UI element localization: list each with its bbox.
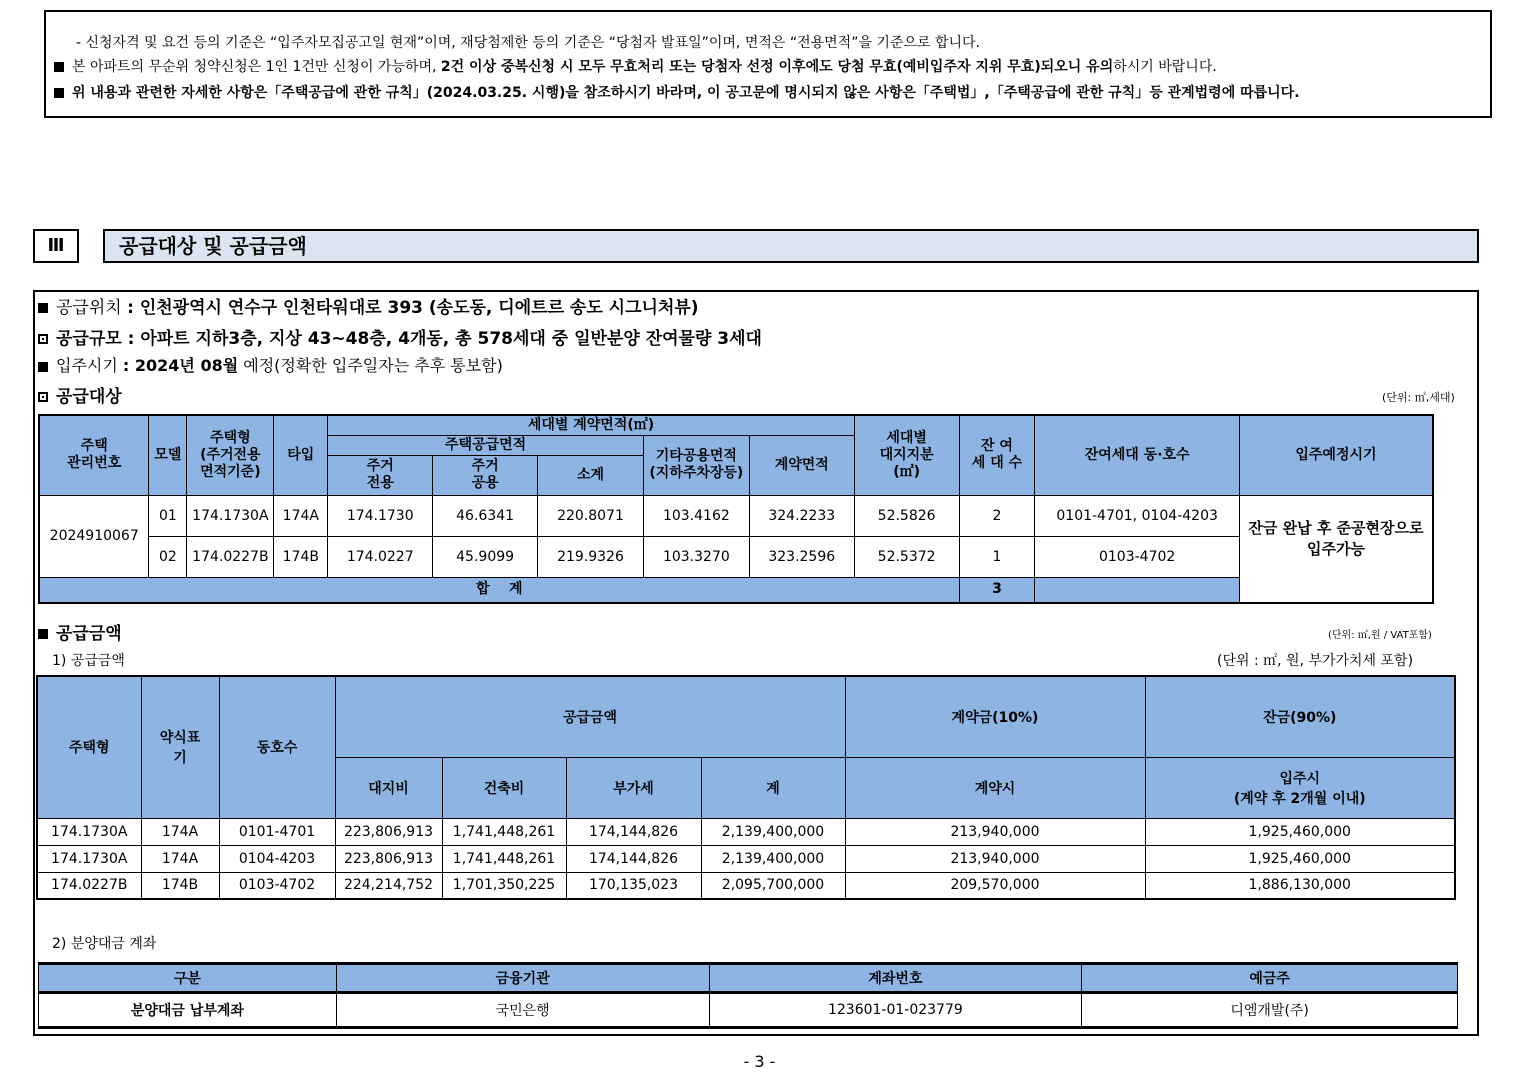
common-cell: 45.9099: [433, 536, 538, 577]
scale-label: 공급규모: [56, 329, 122, 349]
supply-scale: [38, 324, 762, 349]
scale-value: : 아파트 지하3층, 지상 43~48층, 4개동, 총 578세대 중 일반분양 잔여물량 3세대: [127, 329, 762, 349]
other-common-cell: 103.3270: [643, 536, 749, 577]
notice-line-3-text: 위 내용과 관련한 자세한 사항은「주택공급에 관한 규칙」(2024.03.25. 시행)을 참조하시기 바라며, 이 공고문에 명시되지 않은 사항은「주택법」,「주택공급에 관한 규칙」등 관계법령에 따릅니다.: [72, 85, 1300, 101]
land-cell: 223,806,913: [335, 845, 442, 872]
supply-price-unit: (단위: ㎡,원 / VAT포함): [1328, 630, 1432, 641]
page-number: - 3 -: [743, 1052, 776, 1071]
supply-target-heading: [38, 382, 122, 407]
header-mgmt-no: 주택 관리번호: [39, 415, 149, 495]
supply-price-table: [36, 675, 1456, 900]
square-bullet-icon: [38, 629, 48, 639]
notice-line-2: [54, 56, 1217, 76]
units-cell: 0101-4701, 0104-4203: [1035, 495, 1240, 536]
remaining-cell: 1: [959, 536, 1035, 577]
total-value: 3: [959, 577, 1035, 603]
header-house-type: 주택형 (주거전용 면적기준): [187, 415, 274, 495]
header-movein: 입주예정시기: [1239, 415, 1433, 495]
header-land-share: 세대별 대지지분 (㎡): [854, 415, 959, 495]
square-bullet-icon: [38, 303, 48, 313]
total-cell: 2,095,700,000: [701, 872, 845, 899]
remaining-cell: 2: [959, 495, 1035, 536]
deposit-cell: 213,940,000: [845, 845, 1145, 872]
header-price-group: 공급금액: [335, 676, 845, 757]
contract-area-cell: 324.2233: [749, 495, 854, 536]
table-row: [37, 872, 1455, 899]
header-holder: 예금주: [1082, 964, 1458, 993]
header-deposit-group: 계약금(10%): [845, 676, 1145, 757]
header-category: 구분: [39, 964, 337, 993]
header-total: 계: [701, 757, 845, 818]
supply-target-unit: (단위: ㎡,세대): [1382, 391, 1455, 404]
unit-cell: 0103-4702: [219, 872, 335, 899]
vat-cell: 174,144,826: [566, 845, 701, 872]
section-title: 공급대상 및 공급금액: [103, 229, 1479, 263]
total-label: 합 계: [39, 577, 959, 603]
building-cell: 1,701,350,225: [442, 872, 566, 899]
supply-price-sublabel: 1) 공급금액: [52, 653, 125, 669]
header-deposit-when: 계약시: [845, 757, 1145, 818]
header-bank: 금융기관: [336, 964, 709, 993]
unit-cell: 0101-4701: [219, 818, 335, 845]
square-bullet-icon: [54, 62, 64, 72]
square-bullet-icon: [38, 392, 48, 402]
exclusive-cell: 174.1730: [328, 495, 433, 536]
location-label: 공급위치: [56, 298, 122, 318]
vat-cell: 170,135,023: [566, 872, 701, 899]
table-row: [39, 536, 1433, 577]
land-cell: 223,806,913: [335, 818, 442, 845]
notice-line-2-a: 본 아파트의 무순위 청약신청은 1인 1건만 신청이 가능하며,: [72, 59, 441, 75]
square-bullet-icon: [38, 334, 48, 344]
header-model: 모델: [149, 415, 187, 495]
contract-area-cell: 323.2596: [749, 536, 854, 577]
deposit-cell: 213,940,000: [845, 818, 1145, 845]
square-bullet-icon: [54, 88, 64, 98]
header-units: 잔여세대 동·호수: [1035, 415, 1240, 495]
header-short: 약식표 기: [141, 676, 219, 818]
total-cell: 2,139,400,000: [701, 845, 845, 872]
model-cell: 02: [149, 536, 187, 577]
movein-period: [38, 353, 503, 376]
type-cell: 174A: [274, 495, 328, 536]
other-common-cell: 103.4162: [643, 495, 749, 536]
holder-cell: 디엠개발(주): [1082, 993, 1458, 1028]
house-type-cell: 174.1730A: [37, 845, 141, 872]
type-cell: 174B: [274, 536, 328, 577]
movein-value-b: 예정(정확한 입주일자는 추후 통보함): [238, 356, 503, 375]
building-cell: 1,741,448,261: [442, 845, 566, 872]
movein-value-a: : 2024년 08월: [122, 356, 239, 375]
movein-label: 입주시기: [56, 356, 118, 375]
header-account-no: 계좌번호: [709, 964, 1082, 993]
short-cell: 174A: [141, 818, 219, 845]
total-empty: [1035, 577, 1240, 603]
notice-line-2-c: 하시기 바랍니다.: [1113, 59, 1217, 75]
balance-cell: 1,925,460,000: [1145, 818, 1455, 845]
square-bullet-icon: [38, 362, 48, 372]
supply-target-table: [38, 414, 1434, 604]
header-contract-area-group: 세대별 계약면적(㎡): [328, 415, 854, 435]
location-value: : 인천광역시 연수구 인천타워대로 393 (송도동, 디에트르 송도 시그니처뷰): [127, 298, 699, 318]
header-subtotal: 소계: [538, 455, 644, 495]
bank-cell: 국민은행: [336, 993, 709, 1028]
short-cell: 174A: [141, 845, 219, 872]
header-house-type: 주택형: [37, 676, 141, 818]
subtotal-cell: 219.9326: [538, 536, 644, 577]
vat-cell: 174,144,826: [566, 818, 701, 845]
table-row: [37, 845, 1455, 872]
account-sublabel: 2) 분양대금 계좌: [52, 936, 157, 952]
header-supply-area-group: 주택공급면적: [328, 435, 644, 455]
subtotal-cell: 220.8071: [538, 495, 644, 536]
table-row: [39, 993, 1458, 1028]
total-row: [39, 577, 1433, 603]
header-common: 주거 공용: [433, 455, 538, 495]
house-type-cell: 174.1730A: [37, 818, 141, 845]
notice-box: [44, 10, 1492, 118]
table-row: [37, 818, 1455, 845]
header-building: 건축비: [442, 757, 566, 818]
house-type-cell: 174.0227B: [187, 536, 274, 577]
header-land: 대지비: [335, 757, 442, 818]
total-cell: 2,139,400,000: [701, 818, 845, 845]
short-cell: 174B: [141, 872, 219, 899]
common-cell: 46.6341: [433, 495, 538, 536]
supply-target-heading-text: 공급대상: [56, 387, 122, 407]
header-exclusive: 주거 전용: [328, 455, 433, 495]
notice-line-1: - 신청자격 및 요건 등의 기준은 “입주자모집공고일 현재”이며, 재당첨제한 등의 기준은 “당첨자 발표일”이며, 면적은 “전용면적”을 기준으로 합니다.: [76, 35, 980, 51]
account-table: [38, 962, 1458, 1029]
account-no-cell: 123601-01-023779: [709, 993, 1082, 1028]
deposit-cell: 209,570,000: [845, 872, 1145, 899]
header-other-common: 기타공용면적 (지하주차장등): [643, 435, 749, 495]
table-row: [39, 495, 1433, 536]
exclusive-cell: 174.0227: [328, 536, 433, 577]
category-cell: 분양대금 납부계좌: [39, 993, 337, 1028]
model-cell: 01: [149, 495, 187, 536]
notice-line-3: [54, 82, 1300, 102]
supply-price-heading-text: 공급금액: [56, 624, 122, 644]
units-cell: 0103-4702: [1035, 536, 1240, 577]
land-cell: 224,214,752: [335, 872, 442, 899]
header-vat: 부가세: [566, 757, 701, 818]
section-number: Ⅲ: [33, 229, 79, 263]
supply-price-subunit: (단위 : ㎡, 원, 부가가치세 포함): [1217, 653, 1414, 669]
supply-location: [38, 293, 699, 318]
house-type-cell: 174.0227B: [37, 872, 141, 899]
house-type-cell: 174.1730A: [187, 495, 274, 536]
header-unit: 동호수: [219, 676, 335, 818]
movein-cell: 잔금 완납 후 준공현장으로 입주가능: [1239, 495, 1433, 603]
balance-cell: 1,925,460,000: [1145, 845, 1455, 872]
mgmt-no-cell: 2024910067: [39, 495, 149, 577]
land-share-cell: 52.5372: [854, 536, 959, 577]
notice-line-2-b: 2건 이상 중복신청 시 모두 무효처리 또는 당첨자 선정 이후에도 당첨 무효(예비입주자 지위 무효)되오니 유의: [440, 59, 1114, 75]
land-share-cell: 52.5826: [854, 495, 959, 536]
unit-cell: 0104-4203: [219, 845, 335, 872]
supply-price-heading: [38, 619, 122, 644]
header-remaining: 잔 여 세 대 수: [959, 415, 1035, 495]
header-type: 타입: [274, 415, 328, 495]
balance-cell: 1,886,130,000: [1145, 872, 1455, 899]
header-balance-group: 잔금(90%): [1145, 676, 1455, 757]
header-contract-area: 계약면적: [749, 435, 854, 495]
header-balance-when: 입주시 (계약 후 2개월 이내): [1145, 757, 1455, 818]
building-cell: 1,741,448,261: [442, 818, 566, 845]
